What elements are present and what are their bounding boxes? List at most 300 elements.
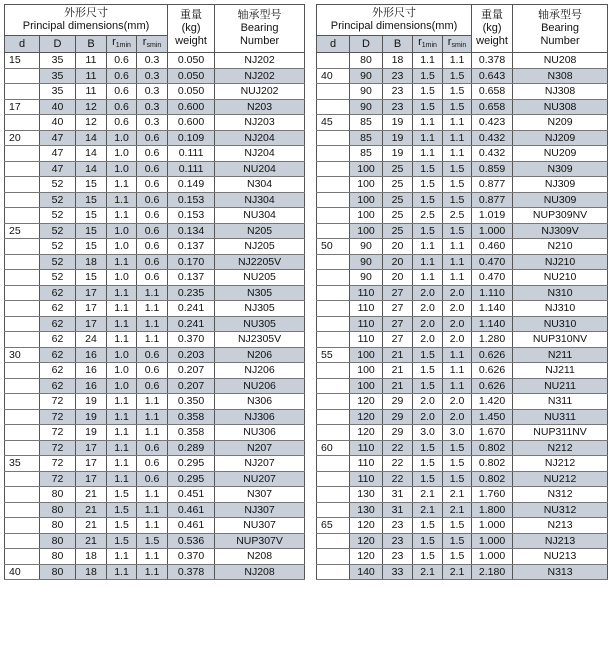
cell-bearing-number: N308 <box>513 68 608 84</box>
cell-r1min: 2.1 <box>413 564 443 580</box>
cell-d <box>317 471 350 487</box>
bearing-header-en2: Number <box>540 35 580 47</box>
cell-bearing-number: NJ211 <box>513 363 608 379</box>
cell-B: 23 <box>383 99 413 115</box>
cell-weight: 0.877 <box>472 192 513 208</box>
cell-rsmin: 1.1 <box>443 239 472 255</box>
cell-d <box>5 254 40 270</box>
bearing-number-header <box>215 5 305 53</box>
cell-D: 62 <box>40 316 76 332</box>
table-row <box>317 53 608 69</box>
cell-r1min: 1.0 <box>107 347 137 363</box>
col-D-header: D <box>40 36 76 53</box>
cell-r1min: 1.1 <box>107 316 137 332</box>
cell-rsmin: 1.1 <box>443 347 472 363</box>
cell-d <box>317 533 350 549</box>
cell-d <box>317 223 350 239</box>
cell-weight: 1.420 <box>472 394 513 410</box>
cell-weight: 0.370 <box>168 549 215 565</box>
cell-D: 47 <box>40 130 76 146</box>
cell-r1min: 1.1 <box>107 285 137 301</box>
cell-bearing-number: N310 <box>513 285 608 301</box>
cell-weight: 0.295 <box>168 456 215 472</box>
cell-B: 27 <box>383 332 413 348</box>
cell-B: 18 <box>383 53 413 69</box>
cell-rsmin: 0.6 <box>137 456 168 472</box>
cell-B: 29 <box>383 425 413 441</box>
dimensions-header <box>317 5 472 36</box>
cell-rsmin: 2.0 <box>443 409 472 425</box>
cell-bearing-number: NU206 <box>215 378 305 394</box>
col-d-header: d <box>317 36 350 53</box>
cell-B: 27 <box>383 301 413 317</box>
cell-B: 23 <box>383 518 413 534</box>
cell-rsmin: 1.1 <box>137 518 168 534</box>
cell-bearing-number: NUP309NV <box>513 208 608 224</box>
cell-D: 52 <box>40 192 76 208</box>
cell-r1min: 1.0 <box>107 146 137 162</box>
cell-r1min: 1.0 <box>107 130 137 146</box>
cell-bearing-number: NJ309 <box>513 177 608 193</box>
cell-B: 27 <box>383 285 413 301</box>
col-rs-subscript: smin <box>451 42 467 49</box>
cell-weight: 0.050 <box>168 68 215 84</box>
table-row <box>317 425 608 441</box>
table-row <box>317 161 608 177</box>
cell-r1min: 1.5 <box>413 99 443 115</box>
cell-bearing-number: NU312 <box>513 502 608 518</box>
cell-bearing-number: N209 <box>513 115 608 131</box>
cell-rsmin: 0.6 <box>137 347 168 363</box>
table-row <box>317 332 608 348</box>
cell-r1min: 1.5 <box>107 518 137 534</box>
table-row <box>317 115 608 131</box>
cell-bearing-number: NJ309V <box>513 223 608 239</box>
cell-weight: 1.450 <box>472 409 513 425</box>
cell-rsmin: 1.1 <box>137 301 168 317</box>
table-row <box>317 347 608 363</box>
table-row <box>5 177 305 193</box>
cell-rsmin: 1.1 <box>137 564 168 580</box>
cell-bearing-number: NJ204 <box>215 130 305 146</box>
cell-D: 110 <box>350 301 383 317</box>
cell-B: 20 <box>383 270 413 286</box>
table-row <box>317 471 608 487</box>
cell-D: 35 <box>40 53 76 69</box>
table-row <box>5 440 305 456</box>
cell-weight: 1.760 <box>472 487 513 503</box>
cell-bearing-number: NJ213 <box>513 533 608 549</box>
cell-bearing-number: N309 <box>513 161 608 177</box>
cell-D: 100 <box>350 161 383 177</box>
cell-r1min: 1.1 <box>107 471 137 487</box>
cell-d <box>5 487 40 503</box>
cell-D: 62 <box>40 301 76 317</box>
cell-D: 100 <box>350 347 383 363</box>
cell-bearing-number: N203 <box>215 99 305 115</box>
cell-d <box>317 332 350 348</box>
cell-rsmin: 1.1 <box>443 146 472 162</box>
cell-rsmin: 0.6 <box>137 130 168 146</box>
table-row <box>5 53 305 69</box>
cell-d <box>5 332 40 348</box>
cell-d <box>317 161 350 177</box>
cell-weight: 0.600 <box>168 99 215 115</box>
cell-bearing-number: NU306 <box>215 425 305 441</box>
cell-rsmin: 0.6 <box>137 254 168 270</box>
cell-d <box>5 518 40 534</box>
cell-B: 22 <box>383 471 413 487</box>
col-rs-header <box>137 36 168 53</box>
cell-D: 35 <box>40 84 76 100</box>
cell-B: 15 <box>76 239 107 255</box>
cell-rsmin: 0.3 <box>137 68 168 84</box>
cell-B: 21 <box>76 502 107 518</box>
cell-d <box>317 549 350 565</box>
table-row <box>317 146 608 162</box>
cell-d <box>5 533 40 549</box>
cell-D: 100 <box>350 223 383 239</box>
table-row <box>5 130 305 146</box>
cell-d <box>5 316 40 332</box>
cell-weight: 0.378 <box>472 53 513 69</box>
cell-d: 35 <box>5 456 40 472</box>
cell-rsmin: 0.6 <box>137 270 168 286</box>
cell-D: 80 <box>40 502 76 518</box>
cell-r1min: 1.5 <box>413 518 443 534</box>
cell-r1min: 1.0 <box>107 223 137 239</box>
cell-weight: 1.140 <box>472 301 513 317</box>
cell-bearing-number: NUJ202 <box>215 84 305 100</box>
cell-B: 12 <box>76 115 107 131</box>
cell-bearing-number: N307 <box>215 487 305 503</box>
cell-D: 120 <box>350 394 383 410</box>
table-row <box>5 487 305 503</box>
cell-B: 17 <box>76 456 107 472</box>
cell-rsmin: 1.1 <box>443 363 472 379</box>
cell-r1min: 1.1 <box>107 440 137 456</box>
cell-D: 72 <box>40 440 76 456</box>
cell-B: 19 <box>383 130 413 146</box>
cell-r1min: 1.5 <box>413 533 443 549</box>
cell-d <box>5 115 40 131</box>
cell-B: 22 <box>383 456 413 472</box>
table-row <box>317 440 608 456</box>
cell-D: 85 <box>350 130 383 146</box>
cell-D: 90 <box>350 68 383 84</box>
col-r1-subscript: 1min <box>421 42 437 49</box>
cell-bearing-number: NJ2205V <box>215 254 305 270</box>
cell-B: 23 <box>383 533 413 549</box>
table-row <box>5 161 305 177</box>
cell-B: 19 <box>76 394 107 410</box>
table-row <box>5 456 305 472</box>
cell-weight: 0.877 <box>472 177 513 193</box>
cell-B: 15 <box>76 223 107 239</box>
bearing-header-cn: 轴承型号 <box>538 9 583 21</box>
cell-D: 72 <box>40 425 76 441</box>
cell-rsmin: 1.5 <box>443 84 472 100</box>
cell-weight: 0.289 <box>168 440 215 456</box>
cell-weight: 0.170 <box>168 254 215 270</box>
cell-D: 62 <box>40 285 76 301</box>
cell-weight: 0.470 <box>472 254 513 270</box>
cell-B: 31 <box>383 502 413 518</box>
cell-bearing-number: N205 <box>215 223 305 239</box>
cell-weight: 0.802 <box>472 440 513 456</box>
cell-bearing-number: N213 <box>513 518 608 534</box>
cell-weight: 0.470 <box>472 270 513 286</box>
cell-r1min: 1.5 <box>413 161 443 177</box>
cell-rsmin: 0.6 <box>137 471 168 487</box>
cell-bearing-number: N207 <box>215 440 305 456</box>
cell-r1min: 0.6 <box>107 84 137 100</box>
cell-d <box>317 502 350 518</box>
cell-B: 27 <box>383 316 413 332</box>
cell-weight: 0.207 <box>168 363 215 379</box>
cell-B: 15 <box>76 192 107 208</box>
cell-d <box>5 409 40 425</box>
cell-bearing-number: N212 <box>513 440 608 456</box>
cell-d <box>317 53 350 69</box>
cell-d: 65 <box>317 518 350 534</box>
cell-weight: 0.207 <box>168 378 215 394</box>
cell-bearing-number: N208 <box>215 549 305 565</box>
cell-r1min: 2.5 <box>413 208 443 224</box>
table-row <box>317 487 608 503</box>
table-row <box>5 425 305 441</box>
table-row <box>317 316 608 332</box>
cell-B: 21 <box>76 533 107 549</box>
cell-B: 21 <box>383 378 413 394</box>
cell-r1min: 1.5 <box>413 192 443 208</box>
cell-D: 52 <box>40 177 76 193</box>
cell-r1min: 1.5 <box>413 68 443 84</box>
cell-bearing-number: NJ205 <box>215 239 305 255</box>
cell-rsmin: 0.6 <box>137 177 168 193</box>
cell-D: 120 <box>350 425 383 441</box>
cell-weight: 0.859 <box>472 161 513 177</box>
cell-rsmin: 0.6 <box>137 208 168 224</box>
cell-rsmin: 1.1 <box>443 130 472 146</box>
cell-bearing-number: NJ212 <box>513 456 608 472</box>
cell-d <box>317 84 350 100</box>
cell-rsmin: 1.5 <box>443 518 472 534</box>
cell-d <box>317 564 350 580</box>
cell-bearing-number: NJ306 <box>215 409 305 425</box>
cell-r1min: 0.6 <box>107 53 137 69</box>
cell-D: 110 <box>350 285 383 301</box>
cell-r1min: 1.5 <box>413 223 443 239</box>
cell-r1min: 1.1 <box>107 332 137 348</box>
cell-D: 72 <box>40 394 76 410</box>
cell-bearing-number: NU205 <box>215 270 305 286</box>
cell-rsmin: 1.5 <box>443 68 472 84</box>
table-row <box>317 533 608 549</box>
cell-B: 14 <box>76 130 107 146</box>
cell-D: 40 <box>40 99 76 115</box>
table-row <box>5 270 305 286</box>
cell-d <box>5 301 40 317</box>
cell-r1min: 1.5 <box>413 378 443 394</box>
cell-r1min: 1.0 <box>107 378 137 394</box>
table-row <box>5 471 305 487</box>
cell-B: 17 <box>76 440 107 456</box>
cell-B: 29 <box>383 394 413 410</box>
cell-D: 52 <box>40 239 76 255</box>
cell-D: 110 <box>350 456 383 472</box>
table-body-right <box>317 53 608 580</box>
cell-weight: 0.153 <box>168 192 215 208</box>
cell-B: 20 <box>383 254 413 270</box>
cell-bearing-number: NJ209 <box>513 130 608 146</box>
cell-rsmin: 1.1 <box>137 394 168 410</box>
cell-weight: 0.295 <box>168 471 215 487</box>
cell-D: 110 <box>350 332 383 348</box>
cell-D: 100 <box>350 208 383 224</box>
cell-rsmin: 2.0 <box>443 301 472 317</box>
cell-D: 100 <box>350 363 383 379</box>
cell-rsmin: 2.1 <box>443 487 472 503</box>
cell-weight: 0.111 <box>168 161 215 177</box>
cell-D: 80 <box>40 549 76 565</box>
cell-rsmin: 1.1 <box>137 425 168 441</box>
cell-weight: 0.370 <box>168 332 215 348</box>
cell-B: 25 <box>383 177 413 193</box>
cell-r1min: 1.5 <box>413 84 443 100</box>
table-row <box>5 347 305 363</box>
cell-B: 12 <box>76 99 107 115</box>
cell-bearing-number: NU209 <box>513 146 608 162</box>
cell-B: 19 <box>383 146 413 162</box>
cell-rsmin: 0.6 <box>137 440 168 456</box>
cell-D: 110 <box>350 471 383 487</box>
cell-bearing-number: NUP311NV <box>513 425 608 441</box>
cell-bearing-number: N305 <box>215 285 305 301</box>
cell-weight: 1.019 <box>472 208 513 224</box>
weight-header-cn: 重量 <box>180 9 203 21</box>
table-row <box>317 518 608 534</box>
col-d-header: d <box>5 36 40 53</box>
cell-d <box>317 254 350 270</box>
cell-d <box>5 146 40 162</box>
cell-D: 52 <box>40 270 76 286</box>
col-rs-symbol: r <box>142 36 147 48</box>
cell-B: 15 <box>76 270 107 286</box>
cell-rsmin: 1.5 <box>443 533 472 549</box>
cell-bearing-number: NJ308 <box>513 84 608 100</box>
cell-D: 130 <box>350 487 383 503</box>
table-row <box>317 68 608 84</box>
cell-weight: 0.536 <box>168 533 215 549</box>
cell-d <box>317 487 350 503</box>
cell-B: 19 <box>76 425 107 441</box>
cell-rsmin: 0.6 <box>137 192 168 208</box>
cell-d <box>317 301 350 317</box>
bearing-table-right <box>316 4 608 580</box>
cell-bearing-number: NU211 <box>513 378 608 394</box>
cell-weight: 0.149 <box>168 177 215 193</box>
cell-bearing-number: N304 <box>215 177 305 193</box>
cell-bearing-number: NJ2305V <box>215 332 305 348</box>
weight-header-en: weight <box>476 35 508 47</box>
cell-weight: 0.643 <box>472 68 513 84</box>
cell-D: 90 <box>350 270 383 286</box>
cell-r1min: 1.1 <box>107 254 137 270</box>
cell-D: 62 <box>40 347 76 363</box>
cell-d <box>5 378 40 394</box>
table-row <box>5 533 305 549</box>
cell-weight: 0.626 <box>472 363 513 379</box>
cell-bearing-number: NU307 <box>215 518 305 534</box>
cell-B: 25 <box>383 208 413 224</box>
cell-D: 47 <box>40 161 76 177</box>
cell-bearing-number: NJ202 <box>215 53 305 69</box>
cell-B: 33 <box>383 564 413 580</box>
cell-r1min: 1.5 <box>413 363 443 379</box>
table-row <box>5 115 305 131</box>
cell-bearing-number: NJ310 <box>513 301 608 317</box>
cell-r1min: 1.1 <box>107 409 137 425</box>
cell-D: 85 <box>350 146 383 162</box>
cell-B: 17 <box>76 471 107 487</box>
cell-bearing-number: NU208 <box>513 53 608 69</box>
table-row <box>5 316 305 332</box>
cell-B: 18 <box>76 549 107 565</box>
cell-D: 140 <box>350 564 383 580</box>
cell-bearing-number: NU204 <box>215 161 305 177</box>
cell-d: 60 <box>317 440 350 456</box>
cell-r1min: 2.0 <box>413 301 443 317</box>
cell-rsmin: 2.0 <box>443 332 472 348</box>
cell-d: 50 <box>317 239 350 255</box>
table-row <box>5 502 305 518</box>
cell-rsmin: 2.0 <box>443 285 472 301</box>
cell-rsmin: 0.6 <box>137 363 168 379</box>
cell-weight: 2.180 <box>472 564 513 580</box>
table-row <box>5 564 305 580</box>
table-row <box>317 409 608 425</box>
cell-d <box>5 363 40 379</box>
cell-bearing-number: N211 <box>513 347 608 363</box>
table-row <box>5 239 305 255</box>
table-row <box>317 254 608 270</box>
cell-B: 19 <box>76 409 107 425</box>
cell-weight: 0.235 <box>168 285 215 301</box>
cell-weight: 0.432 <box>472 130 513 146</box>
cell-bearing-number: NJ304 <box>215 192 305 208</box>
cell-rsmin: 2.0 <box>443 316 472 332</box>
table-row <box>317 208 608 224</box>
cell-B: 23 <box>383 68 413 84</box>
cell-D: 120 <box>350 409 383 425</box>
cell-rsmin: 1.1 <box>443 254 472 270</box>
col-r1-symbol: r <box>112 36 116 48</box>
table-row <box>317 378 608 394</box>
table-row <box>317 549 608 565</box>
cell-weight: 0.802 <box>472 471 513 487</box>
cell-D: 130 <box>350 502 383 518</box>
cell-B: 14 <box>76 146 107 162</box>
cell-rsmin: 0.3 <box>137 84 168 100</box>
weight-header-unit: (kg) <box>181 22 201 34</box>
table-row <box>5 301 305 317</box>
weight-header-unit: (kg) <box>482 22 502 34</box>
cell-rsmin: 3.0 <box>443 425 472 441</box>
table-row <box>317 502 608 518</box>
table-row <box>5 146 305 162</box>
table-row <box>317 363 608 379</box>
